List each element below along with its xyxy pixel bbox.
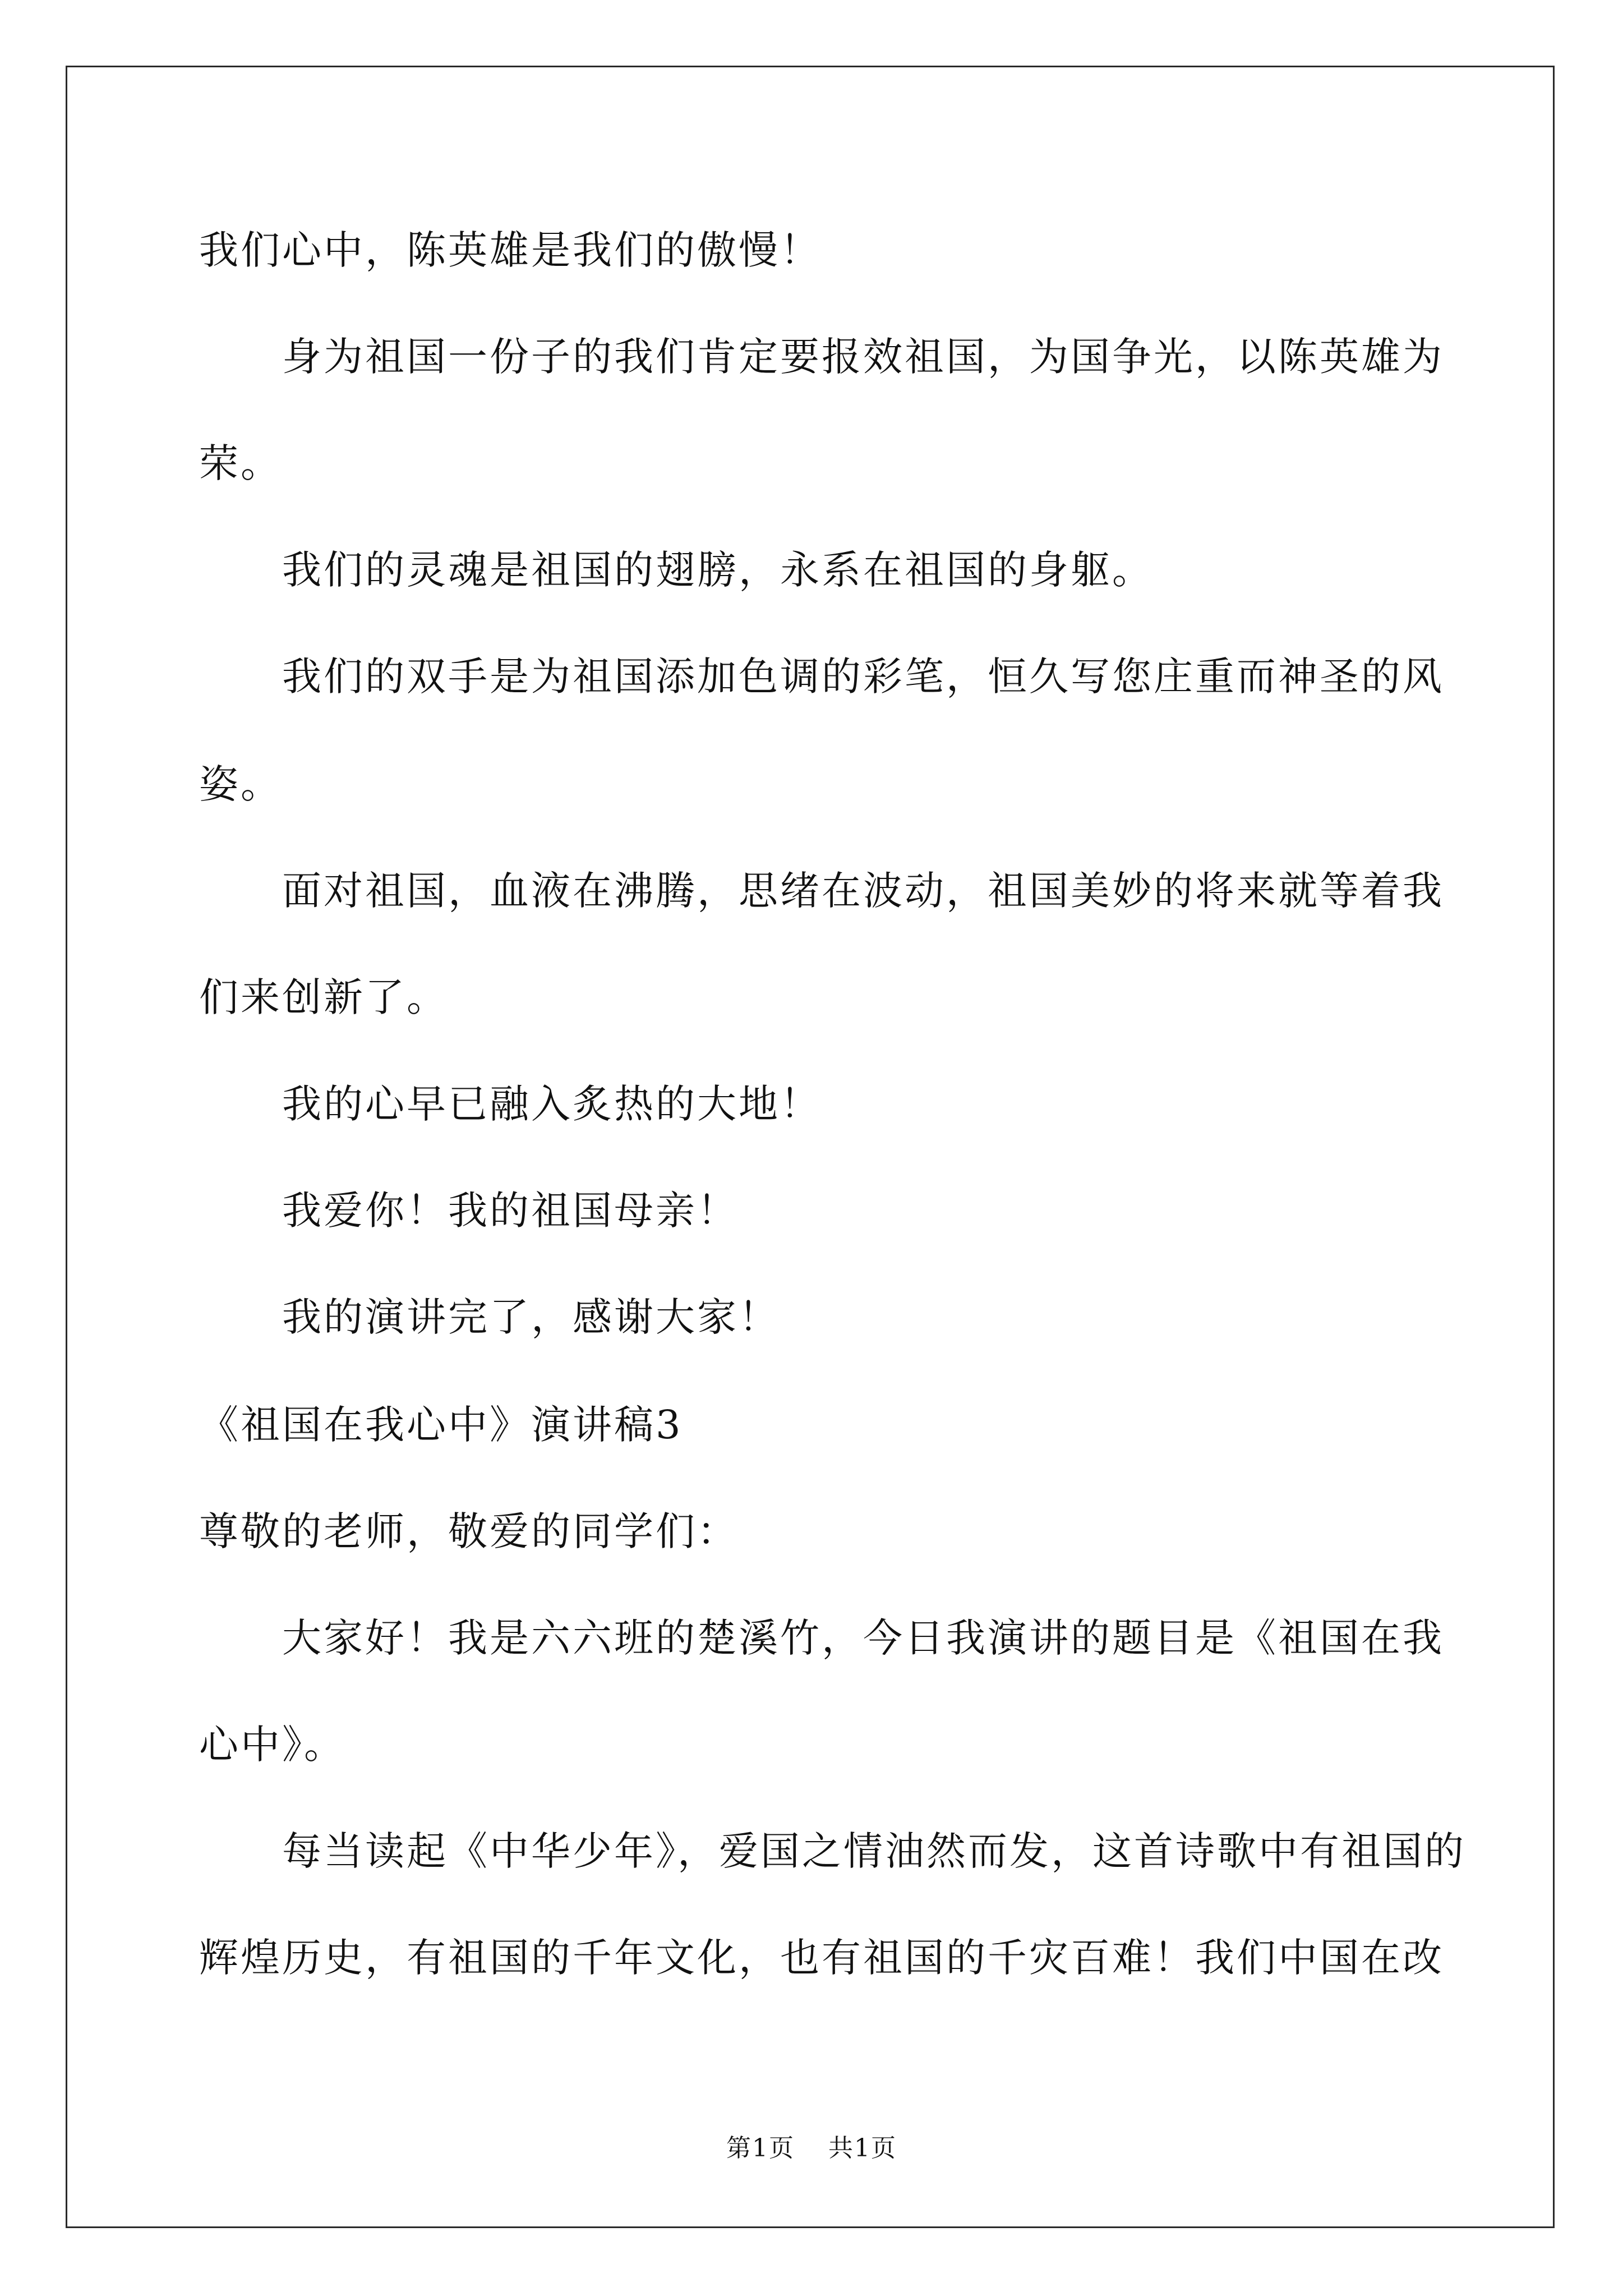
paragraph-line: 身为祖国一份子的我们肯定要报效祖国，为国争光，以陈英雄为 [282, 334, 1444, 380]
page-total: 共1页 [828, 2134, 897, 2162]
page-footer [0, 2132, 1623, 2165]
paragraph-line: 面对祖国，血液在沸腾，思绪在波动，祖国美妙的将来就等着我 [282, 868, 1444, 914]
text-line: 辉煌历史，有祖国的千年文化，也有祖国的千灾百难！我们中国在改 [199, 1935, 1444, 1981]
paragraph-line: 我爱你！我的祖国母亲！ [282, 1188, 739, 1234]
paragraph-line: 我的心早已融入炙热的大地！ [282, 1081, 822, 1127]
text-line: 们来创新了。 [199, 974, 448, 1020]
section-heading: 《祖国在我心中》演讲稿3 [199, 1402, 683, 1448]
text-line: 姿。 [199, 761, 282, 807]
paragraph-line: 我们的灵魂是祖国的翅膀，永系在祖国的身躯。 [282, 547, 1154, 593]
paragraph-line: 每当读起《中华少年》，爱国之情油然而发，这首诗歌中有祖国的 [282, 1828, 1466, 1874]
page-border [66, 66, 1555, 2228]
salutation: 尊敬的老师，敬爱的同学们： [199, 1508, 739, 1554]
page-number: 第1页 [726, 2134, 795, 2162]
paragraph-line: 大家好！我是六六班的楚溪竹，今日我演讲的题目是《祖国在我 [282, 1615, 1444, 1661]
paragraph-line: 我的演讲完了，感谢大家！ [282, 1294, 780, 1340]
paragraph-line: 我们的双手是为祖国添加色调的彩笔，恒久写您庄重而神圣的风 [282, 654, 1444, 700]
text-line: 心中》。 [199, 1722, 345, 1768]
text-line: 荣。 [199, 440, 282, 486]
text-line: 我们心中，陈英雄是我们的傲慢！ [199, 227, 822, 273]
